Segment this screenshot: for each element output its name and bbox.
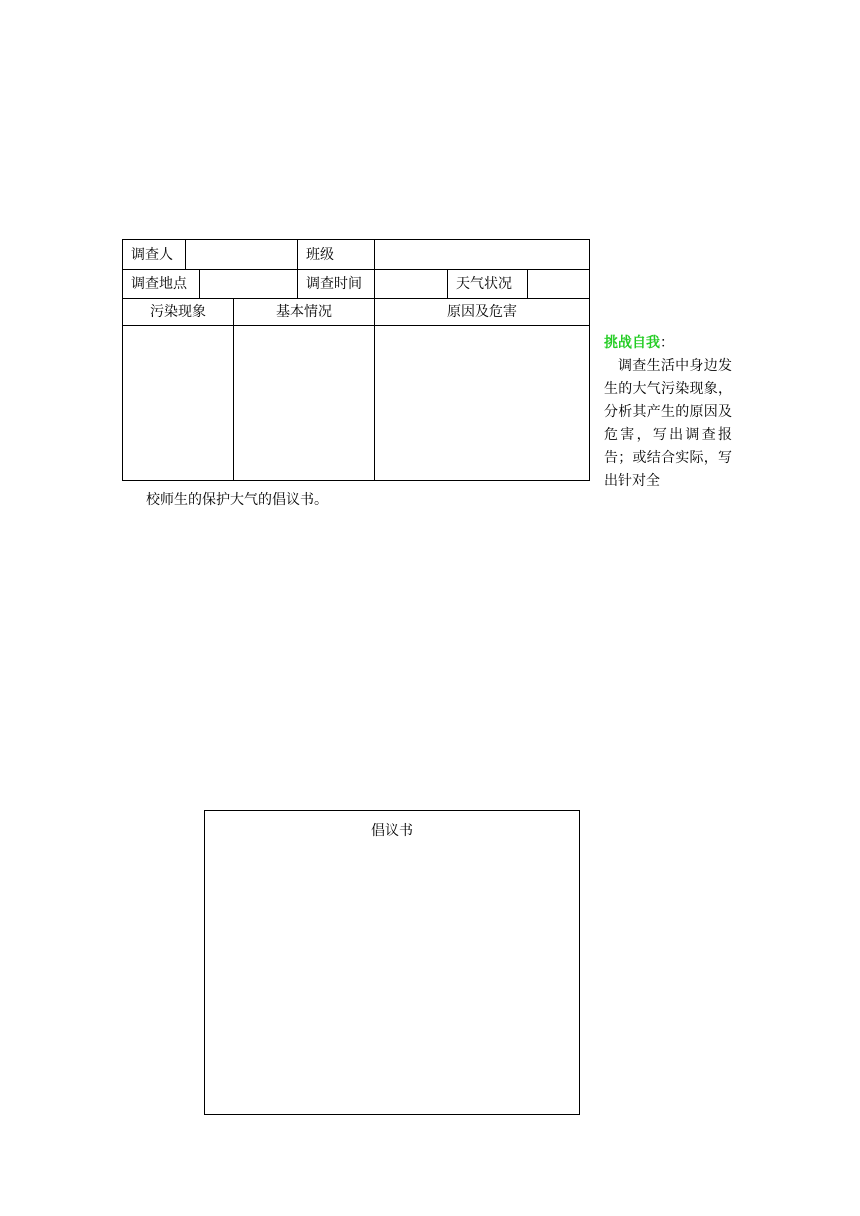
form-row-column-headers	[123, 299, 589, 326]
challenge-note	[604, 332, 732, 493]
class-label: 班级	[298, 240, 375, 269]
column-header-causes-harm: 原因及危害	[447, 304, 517, 320]
form-row-investigator	[123, 240, 589, 270]
survey-form-table	[122, 239, 590, 481]
challenge-colon: ：	[660, 335, 674, 351]
class-field[interactable]	[375, 240, 589, 269]
time-field[interactable]	[375, 270, 448, 298]
challenge-heading	[604, 332, 732, 355]
weather-field[interactable]	[528, 270, 589, 298]
proposal-title: 倡议书	[371, 823, 413, 839]
form-row-entry-area	[123, 326, 589, 480]
location-label: 调查地点	[123, 270, 200, 298]
column-header-basic-info: 基本情况	[234, 299, 375, 325]
challenge-body: 调查生活中身边发生的大气污染现象，分析其产生的原因及危害，写出调查报告；或结合实际，写出针对全	[604, 358, 732, 489]
challenge-title: 挑战自我	[604, 335, 660, 351]
time-label: 调查时间	[298, 270, 375, 298]
weather-label: 天气状况	[448, 270, 528, 298]
basic-info-entry-cell[interactable]	[234, 326, 375, 480]
form-row-location	[123, 270, 589, 299]
investigator-label: 调查人	[123, 240, 186, 269]
column-header-pollution: 污染现象	[123, 299, 234, 325]
investigator-field[interactable]	[186, 240, 298, 269]
causes-harm-entry-cell[interactable]	[375, 326, 589, 480]
proposal-box[interactable]	[204, 810, 580, 1115]
location-field[interactable]	[200, 270, 298, 298]
challenge-continuation: 校师生的保护大气的倡议书。	[146, 492, 328, 508]
pollution-entry-cell[interactable]	[123, 326, 234, 480]
